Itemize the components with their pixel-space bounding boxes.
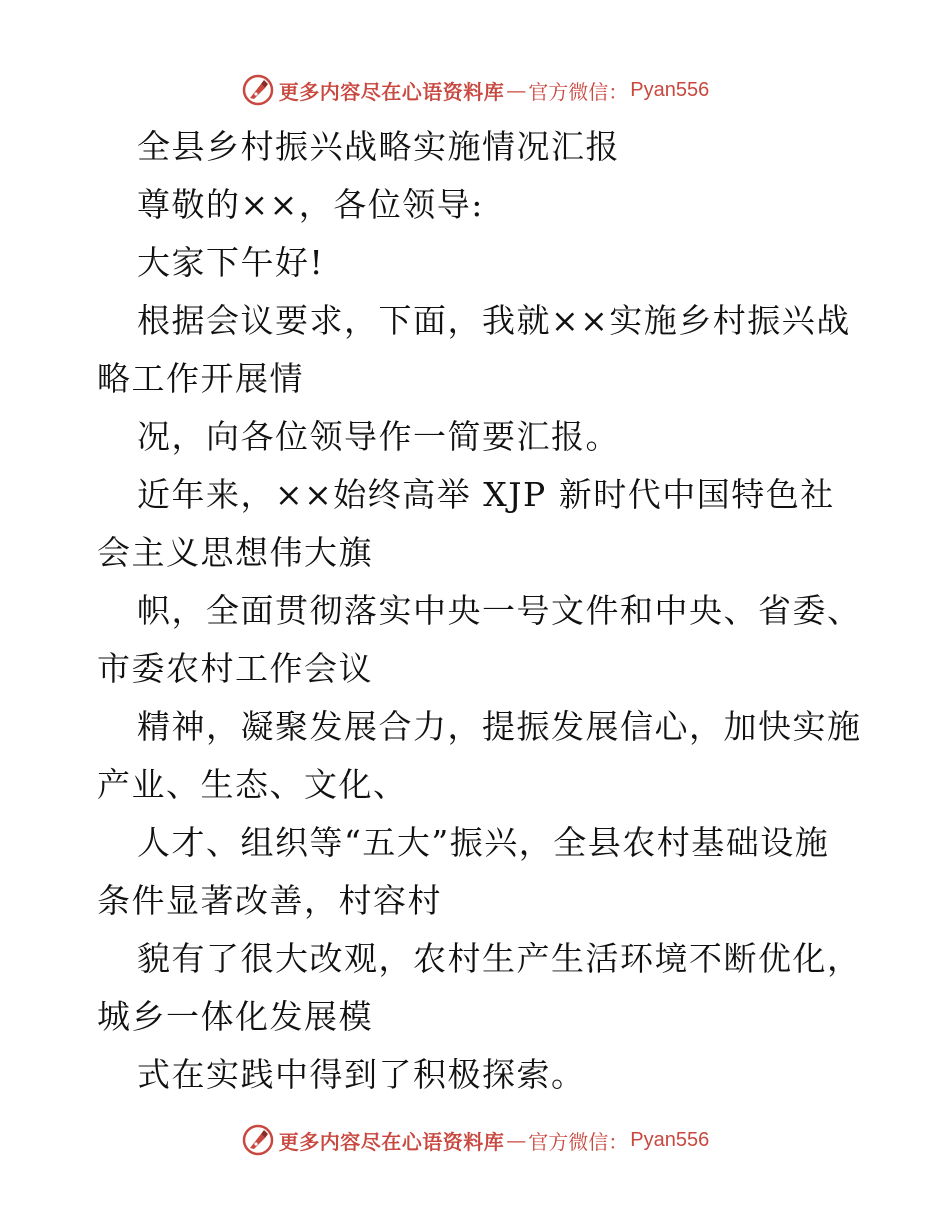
document-body bbox=[97, 118, 862, 1104]
document-line: 根据会议要求，下面，我就××实施乡村振兴战 bbox=[137, 301, 851, 340]
banner-official-label: 官方微信： bbox=[528, 79, 629, 104]
banner-dash: — bbox=[506, 78, 527, 102]
header-watermark-banner bbox=[0, 70, 950, 110]
document-title: 全县乡村振兴战略实施情况汇报 bbox=[137, 127, 620, 166]
banner-brand-text: 更多内容尽在心语资料库 bbox=[278, 79, 505, 104]
document-line: 会主义思想伟大旗 bbox=[97, 533, 373, 572]
document-line: 城乡一体化发展模 bbox=[97, 997, 373, 1036]
document-line: 式在实践中得到了积极探索。 bbox=[137, 1055, 586, 1094]
pen-nib-logo-icon bbox=[241, 73, 275, 107]
footer-watermark-banner bbox=[0, 1120, 950, 1160]
document-line: 精神，凝聚发展合力，提振发展信心，加快实施 bbox=[137, 707, 862, 746]
document-line: 市委农村工作会议 bbox=[97, 649, 373, 688]
banner-wechat-id: Pyan556 bbox=[630, 78, 710, 101]
banner-brand-text: 更多内容尽在心语资料库 bbox=[278, 1129, 505, 1154]
document-line: 近年来，××始终高举 XJP 新时代中国特色社 bbox=[137, 475, 835, 514]
banner-wechat-id: Pyan556 bbox=[630, 1128, 710, 1151]
document-line: 貌有了很大改观，农村生产生活环境不断优化， bbox=[137, 939, 862, 978]
document-line: 产业、生态、文化、 bbox=[97, 765, 408, 804]
document-line: 人才、组织等“五大”振兴，全县农村基础设施 bbox=[137, 823, 830, 862]
document-line: 条件显著改善，村容村 bbox=[97, 881, 442, 920]
document-line: 况，向各位领导作一简要汇报。 bbox=[137, 417, 620, 456]
pen-nib-logo-icon bbox=[241, 1123, 275, 1157]
document-line: 略工作开展情 bbox=[97, 359, 304, 398]
banner-dash: — bbox=[506, 1128, 527, 1152]
document-line: 大家下午好! bbox=[137, 243, 325, 282]
document-line: 帜，全面贯彻落实中央一号文件和中央、省委、 bbox=[137, 591, 862, 630]
document-line: 尊敬的××，各位领导: bbox=[137, 185, 484, 224]
banner-official-label: 官方微信： bbox=[528, 1129, 629, 1154]
